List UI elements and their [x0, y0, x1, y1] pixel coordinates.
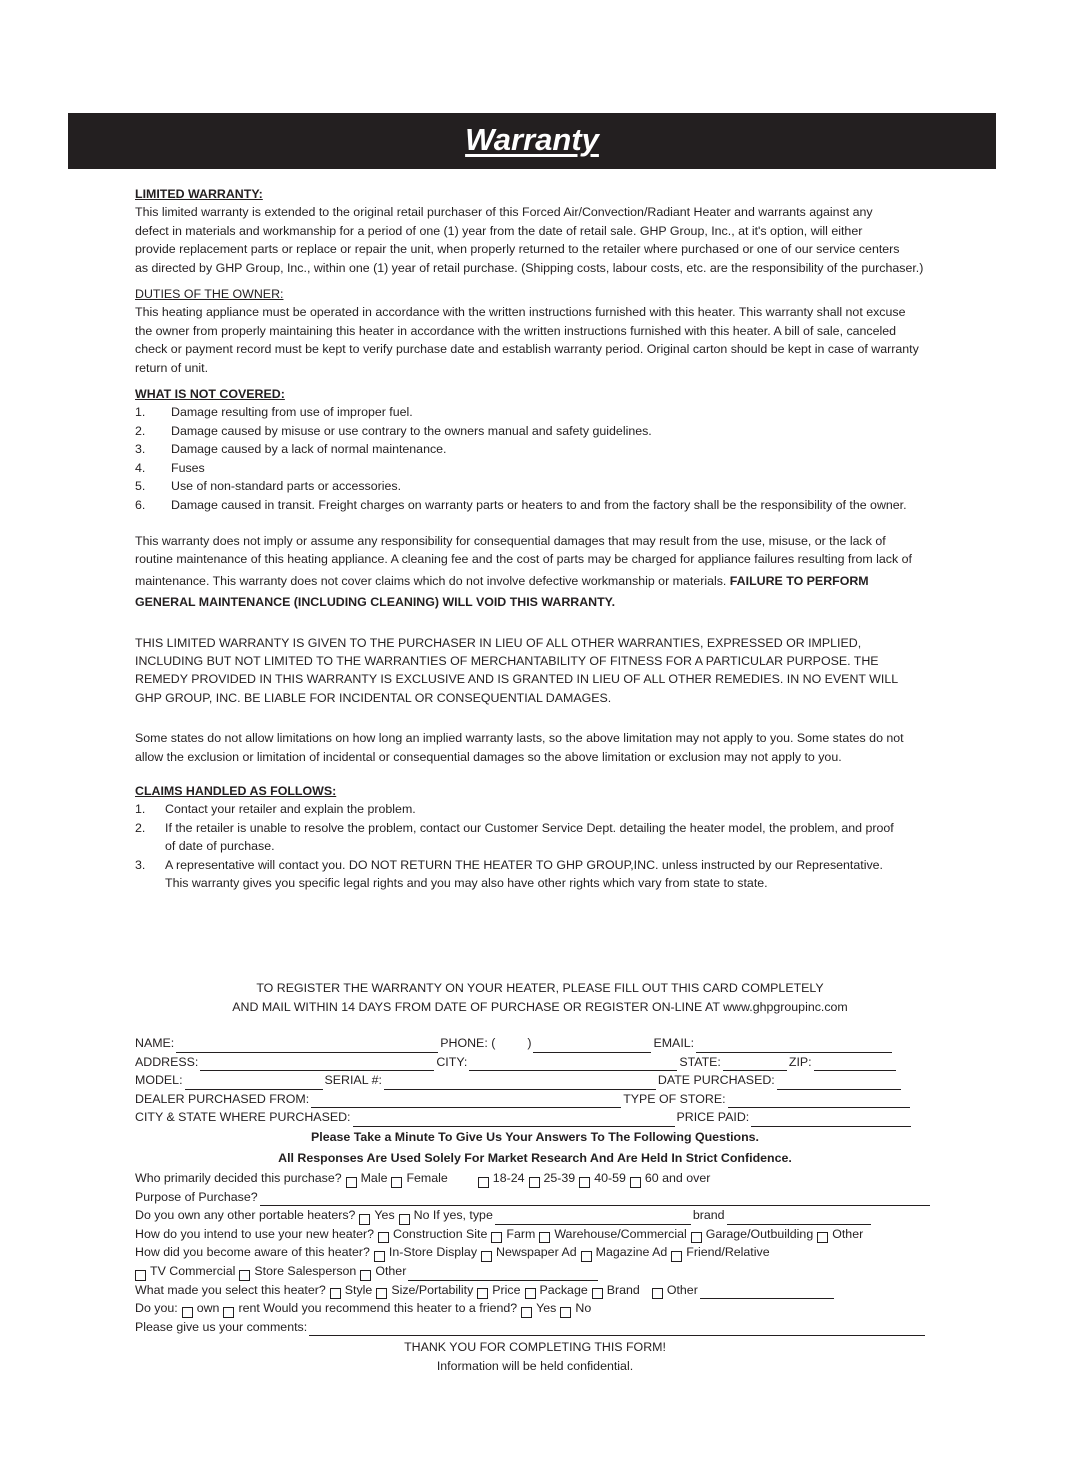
confidential-intro: All Responses Are Used Solely For Market Research And Are Held In Strict Confidence.	[278, 1150, 792, 1165]
rent-checkbox[interactable]	[223, 1307, 234, 1318]
address-label: ADDRESS:	[135, 1054, 199, 1069]
duties-heading: DUTIES OF THE OWNER:	[135, 287, 284, 302]
email-field[interactable]	[696, 1039, 892, 1053]
brand-checkbox[interactable]	[592, 1288, 603, 1299]
option-label: Construction Site	[393, 1226, 488, 1241]
paragraph-line: provide replacement parts or replace or repair the unit, when properly returned to the retailer where purchased or one of our service centers	[135, 242, 900, 257]
own-other-yes-checkbox[interactable]	[359, 1214, 370, 1225]
paragraph-line: This limited warranty is extended to the original retail purchaser of this Forced Air/Convection/Radiant Heater and warrants against any	[135, 205, 873, 220]
dealer-field[interactable]	[311, 1094, 621, 1108]
question-intend	[135, 1225, 935, 1244]
paragraph-line: REMEDY PROVIDED IN THIS WARRANTY IS EXCLUSIVE AND IS GRANTED IN LIEU OF ALL OTHER REMEDIES. IN NO EVENT WILL	[135, 672, 899, 687]
heater-type-field[interactable]	[495, 1211, 691, 1225]
list-item: 1. Damage resulting from use of improper fuel.	[135, 405, 413, 420]
package-checkbox[interactable]	[525, 1288, 536, 1299]
model-label: MODEL:	[135, 1073, 183, 1088]
phone-field[interactable]	[533, 1039, 651, 1053]
option-label: Package	[539, 1282, 588, 1297]
list-item: 1. Contact your retailer and explain the problem.	[135, 802, 416, 817]
consequential-section	[135, 532, 945, 612]
city-state-field[interactable]	[353, 1113, 675, 1127]
aware-other-field[interactable]	[408, 1267, 598, 1281]
option-label: Male	[360, 1170, 388, 1185]
confidential-note: Information will be held confidential.	[436, 1358, 634, 1373]
paragraph-line: GHP GROUP, INC. BE LIABLE FOR INCIDENTAL OR CONSEQUENTIAL DAMAGES.	[135, 690, 612, 705]
option-label: Style	[344, 1282, 373, 1297]
list-item: 3. A representative will contact you. DO NOT RETURN THE HEATER TO GHP GROUP,INC. unless instructed by our Representative. This warranty gives you specific legal rights and you may also have other rights which vary from state to state.	[135, 857, 883, 890]
model-field[interactable]	[185, 1076, 323, 1090]
title-banner	[68, 113, 996, 169]
option-label: In-Store Display	[388, 1245, 478, 1260]
price-checkbox[interactable]	[477, 1288, 488, 1299]
question-label: Who primarily decided this purchase?	[135, 1170, 342, 1185]
store-type-label: TYPE OF STORE:	[623, 1091, 726, 1106]
question-label: How do you intend to use your new heater?	[135, 1226, 375, 1241]
friend-checkbox[interactable]	[671, 1251, 682, 1262]
own-checkbox[interactable]	[182, 1307, 193, 1318]
state-label: STATE:	[679, 1054, 721, 1069]
male-checkbox[interactable]	[346, 1177, 357, 1188]
age-25-39-checkbox[interactable]	[529, 1177, 540, 1188]
claims-section	[135, 782, 945, 892]
city-label: CITY:	[436, 1054, 468, 1069]
option-label: TV Commercial	[150, 1263, 236, 1278]
name-label: NAME:	[135, 1036, 175, 1050]
serial-field[interactable]	[384, 1076, 656, 1090]
age-60-checkbox[interactable]	[630, 1177, 641, 1188]
purpose-field[interactable]	[260, 1192, 930, 1206]
claims-list	[135, 800, 945, 892]
option-label: Newspaper Ad	[496, 1245, 577, 1260]
list-item: 3. Damage caused by a lack of normal maintenance.	[135, 442, 447, 457]
option-label: Size/Portability	[391, 1282, 474, 1297]
instore-checkbox[interactable]	[374, 1251, 385, 1262]
form-row-address	[135, 1053, 935, 1072]
paragraph-line: Some states do not allow limitations on how long an implied warranty lasts, so the above limitation may not apply to you. Some states do not	[135, 731, 904, 746]
paragraph-line: allow the exclusion or limitation of incidental or consequential damages so the above limitation or exclusion may not apply to you.	[135, 749, 842, 764]
question-do-you	[135, 1299, 935, 1318]
store-type-field[interactable]	[728, 1094, 910, 1108]
form-row-model	[135, 1071, 935, 1090]
price-label: PRICE PAID:	[676, 1110, 750, 1125]
serial-label: SERIAL #:	[324, 1073, 382, 1088]
form-row-name	[135, 1034, 935, 1053]
question-aware-continued	[135, 1262, 935, 1281]
paragraph-line: check or payment record must be kept to verify purchase date and establish warranty period. Original carton should be kept in case of warranty	[135, 342, 919, 357]
question-label: How did you become aware of this heater?	[135, 1245, 370, 1260]
duties-section	[135, 285, 945, 377]
select-other-checkbox[interactable]	[652, 1288, 663, 1299]
zip-field[interactable]	[814, 1057, 896, 1071]
paragraph-line: as directed by GHP Group, Inc., within one (1) year of retail purchase. (Shipping costs, labour costs, etc. are the responsibility of the purchaser.)	[135, 260, 924, 275]
question-label: Please give us your comments:	[135, 1319, 308, 1334]
option-label: Price	[492, 1282, 521, 1297]
option-label: No	[575, 1301, 592, 1316]
option-label: Yes	[536, 1301, 557, 1316]
date-purchased-label: DATE PURCHASED:	[657, 1073, 775, 1088]
paragraph-line: GENERAL MAINTENANCE (INCLUDING CLEANING) WILL VOID THIS WARRANTY.	[135, 595, 616, 610]
paragraph-line: defect in materials and workmanship for a period of one (1) year from the date of retail sale. GHP Group, Inc., at it's option, will either	[135, 223, 863, 238]
select-other-field[interactable]	[700, 1285, 834, 1299]
newspaper-checkbox[interactable]	[481, 1251, 492, 1262]
female-checkbox[interactable]	[391, 1177, 402, 1188]
list-item: 5. Use of non-standard parts or accessories.	[135, 479, 402, 494]
name-field[interactable]	[176, 1039, 438, 1053]
size-checkbox[interactable]	[376, 1288, 387, 1299]
thank-you-text: THANK YOU FOR COMPLETING THIS FORM!	[404, 1340, 666, 1355]
age-18-24-checkbox[interactable]	[478, 1177, 489, 1188]
lieu-section	[135, 634, 945, 708]
option-label: Female	[406, 1170, 448, 1185]
paragraph-line: This heating appliance must be operated in accordance with the written instructions furnished with this heater. This warranty shall not excuse	[135, 305, 906, 320]
recommend-no-checkbox[interactable]	[560, 1307, 571, 1318]
tv-checkbox[interactable]	[135, 1270, 146, 1281]
option-label: 25-39	[543, 1170, 576, 1185]
question-aware	[135, 1243, 935, 1262]
list-item: 2. If the retailer is unable to resolve the problem, contact our Customer Service Dept. detailing the heater model, the problem, and proof of date of purchase.	[135, 820, 894, 854]
salesperson-checkbox[interactable]	[239, 1270, 250, 1281]
state-field[interactable]	[723, 1057, 787, 1071]
paragraph-line: the owner from properly maintaining this heater in accordance with the written instructions furnished with this heater. A bill of sale, canceled	[135, 323, 897, 338]
option-label: Other	[666, 1282, 698, 1297]
magazine-checkbox[interactable]	[581, 1251, 592, 1262]
option-label: Brand	[606, 1282, 640, 1297]
option-label: Store Salesperson	[254, 1263, 357, 1278]
option-label: Yes	[374, 1208, 395, 1223]
question-purpose	[135, 1188, 935, 1207]
option-label: 40-59	[594, 1170, 626, 1185]
paragraph-line: THIS LIMITED WARRANTY IS GIVEN TO THE PURCHASER IN LIEU OF ALL OTHER WARRANTIES, EXPRESSED OR IMPLIED,	[135, 635, 862, 650]
registration-line-2: AND MAIL WITHIN 14 DAYS FROM DATE OF PURCHASE OR REGISTER ON-LINE AT www.ghpgroupinc.com	[232, 1000, 848, 1014]
warranty-text	[135, 185, 945, 900]
question-label: Purpose of Purchase?	[135, 1189, 258, 1204]
option-label: Farm	[506, 1226, 536, 1241]
phone-label: PHONE: (	[440, 1036, 496, 1050]
form-row-dealer	[135, 1090, 935, 1109]
not-covered-list	[135, 403, 945, 513]
dealer-label: DEALER PURCHASED FROM:	[135, 1091, 310, 1106]
option-label: Warehouse/Commercial	[554, 1226, 687, 1241]
registration-form	[135, 1034, 935, 1376]
question-label: Do you own any other portable heaters?	[135, 1208, 356, 1223]
aware-other-checkbox[interactable]	[360, 1270, 371, 1281]
paragraph-line: This warranty does not imply or assume any responsibility for consequential damages that may result from the use, misuse, or the lack of	[135, 533, 886, 548]
brand-field[interactable]	[727, 1211, 871, 1225]
page-title: Warranty	[465, 122, 599, 157]
option-label: No If yes, type	[413, 1208, 493, 1223]
intend-other-checkbox[interactable]	[817, 1232, 828, 1243]
option-label: Other	[375, 1263, 407, 1278]
price-field[interactable]	[751, 1113, 911, 1127]
city-state-label: CITY & STATE WHERE PURCHASED:	[135, 1110, 351, 1125]
recommend-yes-checkbox[interactable]	[521, 1307, 532, 1318]
list-item: 6. Damage caused in transit. Freight charges on warranty parts or heaters to and from the factory shall be the responsibility of the owner.	[135, 497, 907, 512]
comments-field[interactable]	[309, 1322, 925, 1336]
paragraph-line: maintenance. This warranty does not cover claims which do not involve defective workmanship or materials. FAILURE TO PERFORM	[135, 573, 869, 588]
question-comments	[135, 1318, 935, 1337]
option-label: Friend/Relative	[686, 1245, 770, 1260]
question-decided	[135, 1169, 935, 1188]
option-label: Magazine Ad	[595, 1245, 668, 1260]
claims-heading: CLAIMS HANDLED AS FOLLOWS:	[135, 783, 337, 798]
warehouse-checkbox[interactable]	[539, 1232, 550, 1243]
date-purchased-field[interactable]	[777, 1076, 901, 1090]
address-field[interactable]	[200, 1057, 434, 1071]
registration-instructions	[135, 979, 945, 1017]
option-label: Other	[832, 1226, 864, 1241]
list-item: 2. Damage caused by misuse or use contrary to the owners manual and safety guidelines.	[135, 423, 652, 438]
limited-warranty-section	[135, 185, 945, 277]
paragraph-line: return of unit.	[135, 360, 209, 375]
not-covered-section	[135, 385, 945, 514]
states-section	[135, 729, 945, 766]
style-checkbox[interactable]	[330, 1288, 341, 1299]
option-label: rent Would you recommend this heater to a friend?	[238, 1301, 518, 1316]
questions-intro: Please Take a Minute To Give Us Your Answers To The Following Questions.	[311, 1129, 759, 1144]
construction-checkbox[interactable]	[378, 1232, 389, 1243]
own-other-no-checkbox[interactable]	[399, 1214, 410, 1225]
garage-checkbox[interactable]	[691, 1232, 702, 1243]
list-item: 4. Fuses	[135, 460, 205, 475]
form-row-city-state	[135, 1108, 935, 1127]
city-field[interactable]	[469, 1057, 677, 1071]
paragraph-line: INCLUDING BUT NOT LIMITED TO THE WARRANTIES OF MERCHANTABILITY OF FITNESS FOR A PARTICULAR PURPOSE. THE	[135, 653, 879, 668]
option-label: Garage/Outbuilding	[705, 1226, 814, 1241]
question-label: What made you select this heater?	[135, 1282, 326, 1297]
limited-warranty-heading: LIMITED WARRANTY:	[135, 187, 263, 201]
phone-close-label: )	[527, 1036, 532, 1050]
registration-line-1: TO REGISTER THE WARRANTY ON YOUR HEATER, PLEASE FILL OUT THIS CARD COMPLETELY	[256, 981, 824, 995]
brand-label: brand	[692, 1208, 725, 1223]
paragraph-line: routine maintenance of this heating appliance. A cleaning fee and the cost of parts may be charged for appliance failures resulting from lack of	[135, 552, 912, 567]
option-label: own	[196, 1301, 220, 1316]
option-label: 18-24	[492, 1170, 525, 1185]
question-select	[135, 1281, 935, 1300]
not-covered-heading: WHAT IS NOT COVERED:	[135, 387, 285, 402]
farm-checkbox[interactable]	[491, 1232, 502, 1243]
age-40-59-checkbox[interactable]	[579, 1177, 590, 1188]
area-code-field[interactable]	[497, 1040, 525, 1053]
email-label: EMAIL:	[653, 1036, 695, 1050]
option-label: 60 and over	[644, 1170, 711, 1185]
question-own-other	[135, 1206, 935, 1225]
zip-label: ZIP:	[788, 1054, 812, 1069]
question-label: Do you:	[135, 1301, 178, 1316]
